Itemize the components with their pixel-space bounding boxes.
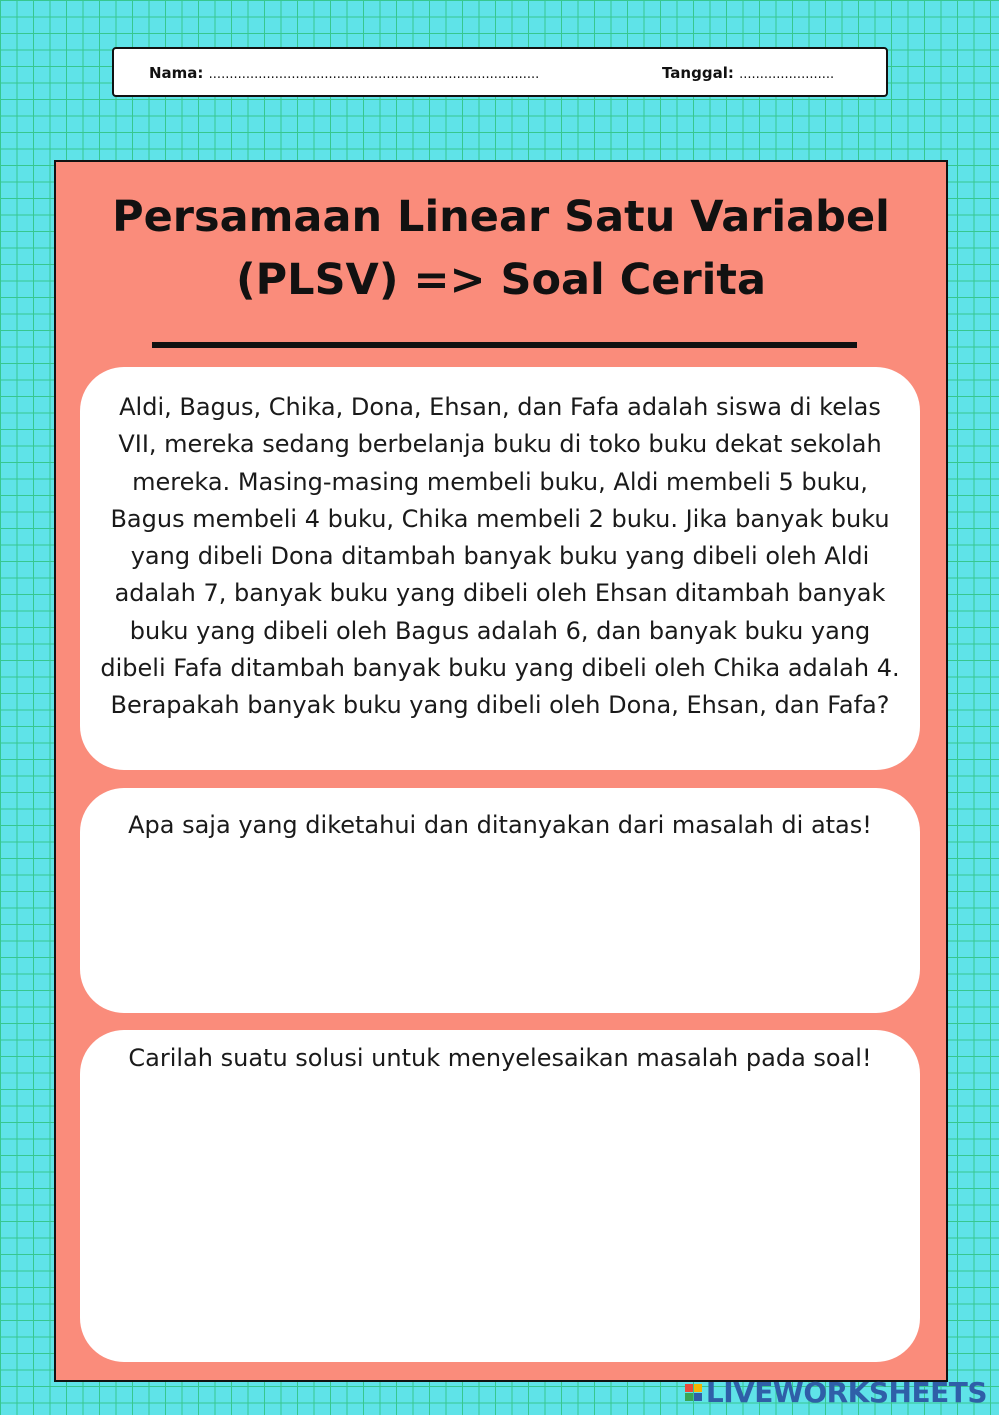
student-info-box: [112, 47, 888, 97]
logo-square-blue: [694, 1393, 702, 1401]
liveworksheets-watermark: [685, 1376, 987, 1409]
story-problem-text: Aldi, Bagus, Chika, Dona, Ehsan, dan Fafa adalah siswa di kelas VII, mereka sedang berbelanja buku di toko buku dekat sekolah mereka. Masing-masing membeli buku, Aldi membeli 5 buku, Bagus membeli 4 buku, Chika membeli 2 buku. Jika banyak buku yang dibeli Dona ditambah banyak buku yang dibeli oleh Aldi adalah 7, banyak buku yang dibeli oleh Ehsan ditambah banyak buku yang dibeli oleh Bagus adalah 6, dan banyak buku yang dibeli Fafa ditambah banyak buku yang dibeli oleh Chika adalah 4. Berapakah banyak buku yang dibeli oleh Dona, Ehsan, dan Fafa?: [100, 393, 900, 720]
date-field[interactable]: [662, 64, 834, 82]
story-problem-card: [80, 367, 920, 770]
logo-square-yellow: [694, 1384, 702, 1392]
name-dotted-line: ................................................................................: [208, 67, 540, 82]
logo-square-red: [685, 1384, 693, 1392]
date-label: Tanggal:: [662, 64, 734, 82]
liveworksheets-wordmark: LIVEWORKSHEETS: [705, 1376, 987, 1409]
worksheet-title: Persamaan Linear Satu Variabel (PLSV) => Soal Cerita: [112, 192, 890, 305]
name-field[interactable]: [149, 64, 539, 82]
question-prompt-2: Carilah suatu solusi untuk menyelesaikan masalah pada soal!: [128, 1044, 872, 1072]
liveworksheets-logo-icon: [685, 1384, 702, 1401]
answer-box-known-asked[interactable]: [80, 788, 920, 1013]
question-prompt-1: Apa saja yang diketahui dan ditanyakan dari masalah di atas!: [128, 811, 872, 839]
name-label: Nama:: [149, 64, 204, 82]
date-dotted-line: .......................: [739, 67, 835, 82]
answer-box-solution[interactable]: [80, 1030, 920, 1362]
title-divider: [152, 342, 857, 348]
logo-square-green: [685, 1393, 693, 1401]
